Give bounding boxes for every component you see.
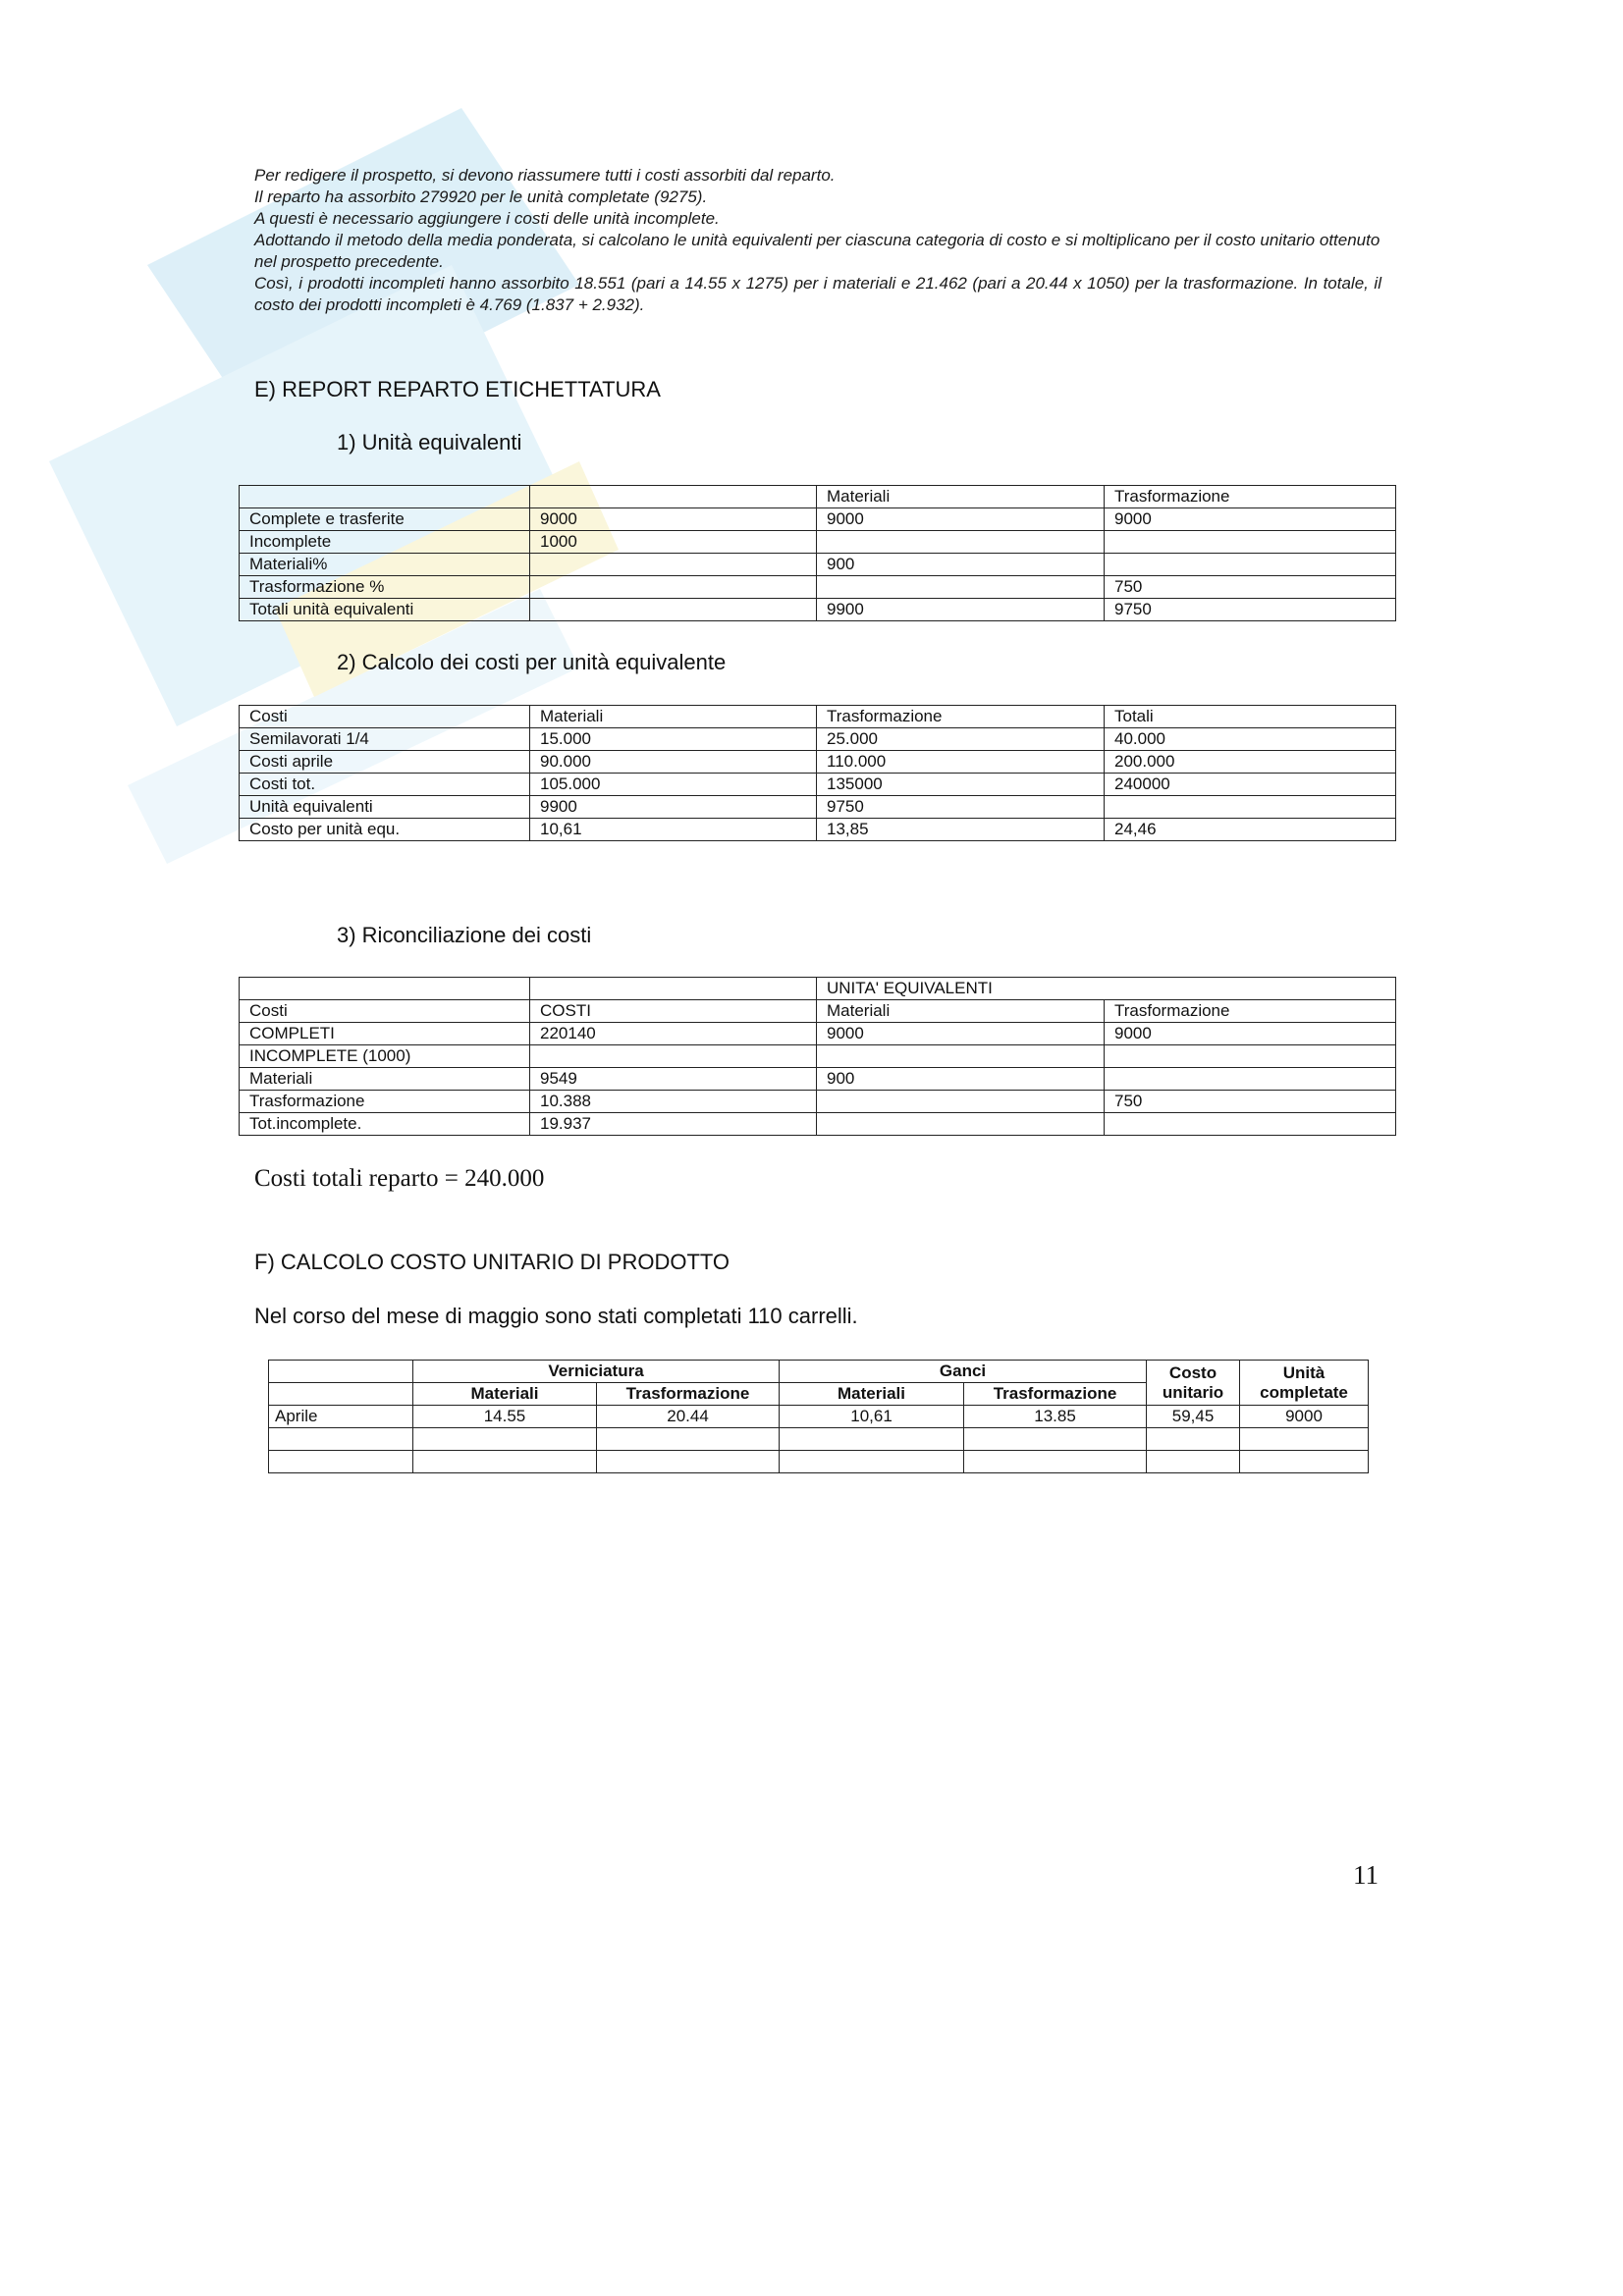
table-cell: 105.000 bbox=[530, 774, 817, 796]
table-cell: UNITA' EQUIVALENTI bbox=[817, 978, 1396, 1000]
table-cell bbox=[413, 1428, 597, 1451]
table-row bbox=[240, 486, 1396, 508]
table-cell: 90.000 bbox=[530, 751, 817, 774]
section-f-title: F) CALCOLO COSTO UNITARIO DI PRODOTTO bbox=[254, 1250, 730, 1274]
table-cell: COSTI bbox=[530, 1000, 817, 1023]
header-materiali: Materiali bbox=[413, 1383, 597, 1406]
table-cell bbox=[1105, 531, 1396, 554]
table-cell: 9750 bbox=[817, 796, 1105, 819]
page-number: 11 bbox=[1353, 1860, 1379, 1890]
table-cell bbox=[530, 599, 817, 621]
table-cell bbox=[817, 1045, 1105, 1068]
table-cell: 750 bbox=[1105, 1091, 1396, 1113]
table-cell: 13.85 bbox=[964, 1406, 1147, 1428]
table-cell: 240000 bbox=[1105, 774, 1396, 796]
table-row bbox=[269, 1406, 1369, 1428]
intro-line: A questi è necessario aggiungere i costi delle unità incomplete. bbox=[254, 209, 720, 228]
table-cell: 9900 bbox=[817, 599, 1105, 621]
table-cell: COMPLETI bbox=[240, 1023, 530, 1045]
table-cell: 13,85 bbox=[817, 819, 1105, 841]
table-cell bbox=[530, 486, 817, 508]
table-cell: 19.937 bbox=[530, 1113, 817, 1136]
table-cell: 750 bbox=[1105, 576, 1396, 599]
table-cell: Incomplete bbox=[240, 531, 530, 554]
table-cell bbox=[597, 1451, 780, 1473]
table-cell: Materiali bbox=[817, 486, 1105, 508]
table-cell bbox=[530, 1045, 817, 1068]
table-cell: Trasformazione bbox=[1105, 1000, 1396, 1023]
table-cell: Materiali bbox=[530, 706, 817, 728]
table-cell: Trasformazione % bbox=[240, 576, 530, 599]
table-cell: 200.000 bbox=[1105, 751, 1396, 774]
table-cell: 25.000 bbox=[817, 728, 1105, 751]
table-cell: Materiali% bbox=[240, 554, 530, 576]
table-cell: 110.000 bbox=[817, 751, 1105, 774]
table-cell bbox=[817, 576, 1105, 599]
table-cell bbox=[1147, 1428, 1240, 1451]
table-cell bbox=[780, 1428, 964, 1451]
table-cell bbox=[1105, 554, 1396, 576]
costo-unitario-table bbox=[268, 1360, 1369, 1473]
table-cell bbox=[597, 1428, 780, 1451]
intro-line: Adottando il metodo della media ponderata, si calcolano le unità equivalenti per ciascuna categoria di costo e si moltiplicano per il costo unitario ottenuto nel prospetto precedente. bbox=[254, 231, 1380, 271]
table-cell: INCOMPLETE (1000) bbox=[240, 1045, 530, 1068]
header-unita-completate bbox=[1240, 1361, 1369, 1406]
costi-totali-reparto: Costi totali reparto = 240.000 bbox=[254, 1165, 545, 1192]
costi-unita-equivalente-table bbox=[239, 705, 1396, 841]
table-cell bbox=[817, 1091, 1105, 1113]
header-text: unitario bbox=[1162, 1382, 1224, 1402]
table-cell: Costi bbox=[240, 1000, 530, 1023]
header-costo-unitario bbox=[1147, 1361, 1240, 1406]
table-cell: 20.44 bbox=[597, 1406, 780, 1428]
table-row bbox=[240, 554, 1396, 576]
table-cell: 9000 bbox=[817, 508, 1105, 531]
table-cell bbox=[269, 1428, 413, 1451]
table-cell: 9549 bbox=[530, 1068, 817, 1091]
table-cell: Trasformazione bbox=[240, 1091, 530, 1113]
table-row bbox=[240, 508, 1396, 531]
table-row bbox=[240, 796, 1396, 819]
subsection-calcolo-costi: 2) Calcolo dei costi per unità equivalente bbox=[337, 650, 727, 674]
table-cell: 10,61 bbox=[530, 819, 817, 841]
table-cell: 9000 bbox=[1105, 508, 1396, 531]
table-cell: Costi bbox=[240, 706, 530, 728]
table-cell: Complete e trasferite bbox=[240, 508, 530, 531]
table-cell: 40.000 bbox=[1105, 728, 1396, 751]
table-cell: Costo per unità equ. bbox=[240, 819, 530, 841]
table-cell: 1000 bbox=[530, 531, 817, 554]
table-cell bbox=[1105, 1113, 1396, 1136]
table-cell: 59,45 bbox=[1147, 1406, 1240, 1428]
table-cell: 900 bbox=[817, 554, 1105, 576]
table-row bbox=[240, 599, 1396, 621]
table-cell: Materiali bbox=[240, 1068, 530, 1091]
table-cell bbox=[780, 1451, 964, 1473]
table-cell bbox=[1105, 796, 1396, 819]
table-cell bbox=[240, 486, 530, 508]
intro-line: Il reparto ha assorbito 279920 per le unità completate (9275). bbox=[254, 187, 708, 206]
table-cell: 900 bbox=[817, 1068, 1105, 1091]
table-cell bbox=[1105, 1068, 1396, 1091]
table-cell bbox=[817, 531, 1105, 554]
riconciliazione-costi-table bbox=[239, 977, 1396, 1136]
table-row bbox=[240, 1023, 1396, 1045]
header-text: completate bbox=[1260, 1382, 1348, 1402]
intro-line: Per redigere il prospetto, si devono riassumere tutti i costi assorbiti dal reparto. bbox=[254, 166, 836, 185]
table-cell: Totali unità equivalenti bbox=[240, 599, 530, 621]
header-text: Unità bbox=[1282, 1362, 1325, 1382]
table-cell: 9900 bbox=[530, 796, 817, 819]
table-cell: 9000 bbox=[530, 508, 817, 531]
table-row bbox=[240, 1113, 1396, 1136]
header-trasformazione: Trasformazione bbox=[597, 1383, 780, 1406]
intro-line: Così, i prodotti incompleti hanno assorbito 18.551 (pari a 14.55 x 1275) per i materiali e 21.462 (pari a 20.44 x 1050) per la trasformazione. In totale, il costo dei prodotti incompleti è 4.769 (1.837 + 2.932). bbox=[254, 274, 1381, 314]
table-cell: 9000 bbox=[1105, 1023, 1396, 1045]
table-cell bbox=[964, 1451, 1147, 1473]
table-cell: Tot.incomplete. bbox=[240, 1113, 530, 1136]
table-cell: Semilavorati 1/4 bbox=[240, 728, 530, 751]
table-cell: Aprile bbox=[269, 1406, 413, 1428]
header-materiali: Materiali bbox=[780, 1383, 964, 1406]
header-verniciatura: Verniciatura bbox=[413, 1361, 780, 1383]
table-cell: 14.55 bbox=[413, 1406, 597, 1428]
intro-paragraph bbox=[254, 165, 1381, 316]
table-row bbox=[240, 728, 1396, 751]
table-cell bbox=[530, 554, 817, 576]
table-cell: Materiali bbox=[817, 1000, 1105, 1023]
table-cell bbox=[413, 1451, 597, 1473]
table-cell: 15.000 bbox=[530, 728, 817, 751]
header-trasformazione: Trasformazione bbox=[964, 1383, 1147, 1406]
table-header-row bbox=[269, 1361, 1369, 1383]
table-cell bbox=[530, 978, 817, 1000]
table-cell bbox=[964, 1428, 1147, 1451]
header-ganci: Ganci bbox=[780, 1361, 1147, 1383]
table-row bbox=[240, 706, 1396, 728]
table-header-cell bbox=[269, 1383, 413, 1406]
table-cell bbox=[240, 978, 530, 1000]
table-cell: 135000 bbox=[817, 774, 1105, 796]
table-cell: Trasformazione bbox=[817, 706, 1105, 728]
table-row bbox=[240, 751, 1396, 774]
table-cell: 9750 bbox=[1105, 599, 1396, 621]
table-row bbox=[240, 978, 1396, 1000]
table-cell: 220140 bbox=[530, 1023, 817, 1045]
table-cell: Costi tot. bbox=[240, 774, 530, 796]
table-row bbox=[240, 531, 1396, 554]
table-row bbox=[240, 1045, 1396, 1068]
table-row bbox=[240, 819, 1396, 841]
table-cell: 9000 bbox=[817, 1023, 1105, 1045]
table-cell bbox=[1147, 1451, 1240, 1473]
subsection-unita-equivalenti: 1) Unità equivalenti bbox=[337, 430, 522, 454]
section-e-title: E) REPORT REPARTO ETICHETTATURA bbox=[254, 377, 661, 401]
table-cell bbox=[1240, 1451, 1369, 1473]
table-row bbox=[269, 1428, 1369, 1451]
table-row bbox=[240, 576, 1396, 599]
table-row bbox=[240, 1000, 1396, 1023]
table-row bbox=[240, 1068, 1396, 1091]
header-text: Costo bbox=[1168, 1362, 1217, 1382]
unita-equivalenti-table bbox=[239, 485, 1396, 621]
table-row bbox=[240, 774, 1396, 796]
table-cell bbox=[817, 1113, 1105, 1136]
table-row bbox=[269, 1451, 1369, 1473]
table-cell: 24,46 bbox=[1105, 819, 1396, 841]
table-cell bbox=[1240, 1428, 1369, 1451]
table-cell: 10,61 bbox=[780, 1406, 964, 1428]
section-f-text: Nel corso del mese di maggio sono stati completati 110 carrelli. bbox=[254, 1304, 858, 1328]
table-cell: 10.388 bbox=[530, 1091, 817, 1113]
table-cell bbox=[269, 1451, 413, 1473]
subsection-riconciliazione: 3) Riconciliazione dei costi bbox=[337, 923, 592, 947]
table-cell: Unità equivalenti bbox=[240, 796, 530, 819]
table-row bbox=[240, 1091, 1396, 1113]
table-cell: Totali bbox=[1105, 706, 1396, 728]
table-cell bbox=[1105, 1045, 1396, 1068]
table-cell: Costi aprile bbox=[240, 751, 530, 774]
table-header-cell bbox=[269, 1361, 413, 1383]
table-cell: 9000 bbox=[1240, 1406, 1369, 1428]
table-cell bbox=[530, 576, 817, 599]
table-cell: Trasformazione bbox=[1105, 486, 1396, 508]
